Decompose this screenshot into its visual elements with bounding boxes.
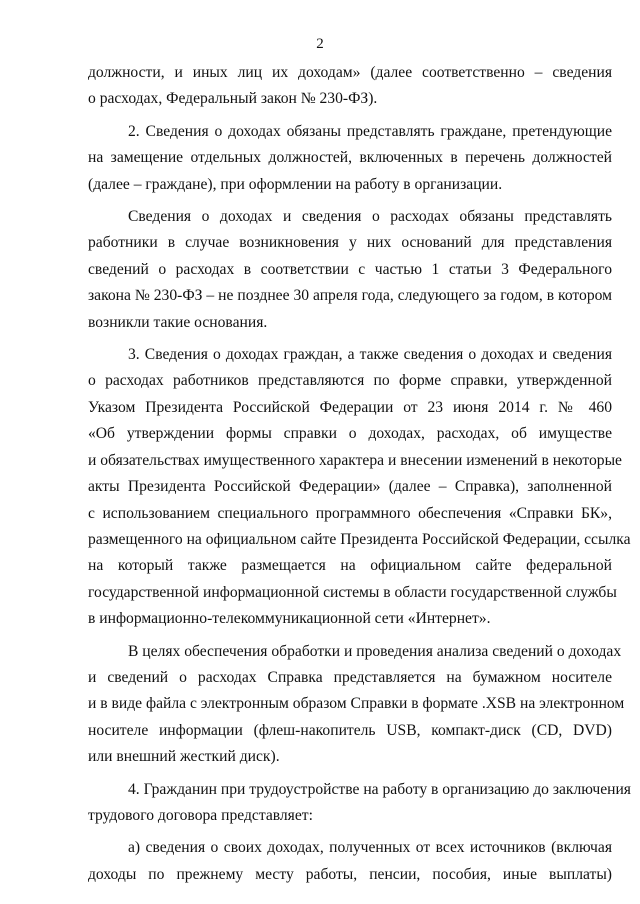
- text-line: 3. Сведения о доходах граждан, а также сведения о доходах и сведения: [128, 346, 612, 364]
- page-number: 2: [316, 36, 324, 52]
- text-line: а) сведения о своих доходах, полученных от всех источников (включая: [128, 839, 612, 857]
- paragraph: [88, 204, 612, 336]
- text-line: В целях обеспечения обработки и проведения анализа сведений о доходах: [128, 642, 622, 660]
- paragraph: [88, 119, 612, 198]
- text-line: акты Президента Российской Федерации» (далее – Справка), заполненной: [88, 478, 612, 496]
- text-line: 2. Сведения о доходах обязаны представлять граждане, претендующие: [128, 122, 612, 140]
- text-line: сведений о расходах в соответствии с частью 1 статьи 3 Федерального: [88, 260, 612, 278]
- text-line: «Об утверждении формы справки о доходах, расходах, об имуществе: [88, 425, 612, 443]
- text-line: на который также размещается на официальном сайте федеральной: [88, 557, 612, 575]
- text-line: возникли такие основания.: [88, 313, 268, 331]
- text-line: государственной информационной системы в области государственной службы: [88, 583, 617, 601]
- text-line: размещенного на официальном сайте Президента Российской Федерации, ссылка: [88, 530, 631, 548]
- paragraph: [88, 342, 631, 632]
- text-line: трудового договора представляет:: [88, 806, 313, 824]
- text-line: работники в случае возникновения у них оснований для представления: [88, 234, 612, 252]
- text-line: о расходах, Федеральный закон № 230-ФЗ).: [88, 90, 378, 108]
- text-line: носителе информации (флеш-накопитель USB, компакт-диск (CD, DVD): [88, 721, 612, 739]
- paragraph: [88, 60, 612, 113]
- text-line: доходы по прежнему месту работы, пенсии, пособия, иные выплаты): [88, 865, 612, 883]
- paragraph: [88, 835, 612, 888]
- text-line: Сведения о доходах и сведения о расходах обязаны представлять: [128, 208, 612, 226]
- text-line: и сведений о расходах Справка представляется на бумажном носителе: [88, 668, 612, 686]
- text-line: в информационно-телекоммуникационной сети «Интернет».: [88, 610, 491, 628]
- text-line: и обязательствах имущественного характера и внесении изменений в некоторые: [88, 451, 622, 469]
- paragraph: [88, 777, 631, 830]
- document-body: [88, 60, 631, 894]
- text-line: 4. Гражданин при трудоустройстве на работу в организацию до заключения: [128, 780, 631, 798]
- text-line: должности, и иных лиц их доходам» (далее соответственно – сведения: [88, 64, 612, 81]
- text-line: (далее – граждане), при оформлении на работу в организации.: [88, 175, 503, 193]
- text-line: закона № 230-ФЗ – не позднее 30 апреля года, следующего за годом, в котором: [88, 287, 612, 305]
- text-line: с использованием специального программного обеспечения «Справки БК»,: [88, 504, 612, 522]
- text-line: и в виде файла с электронным образом Справки в формате .XSB на электронном: [88, 695, 625, 713]
- text-line: о расходах работников представляются по форме справки, утвержденной: [88, 372, 612, 390]
- text-line: или внешний жесткий диск).: [88, 748, 280, 766]
- text-line: на замещение отдельных должностей, включенных в перечень должностей: [88, 149, 612, 167]
- paragraph: [88, 639, 625, 771]
- text-line: Указом Президента Российской Федерации от 23 июня 2014 г. № 460: [88, 398, 612, 416]
